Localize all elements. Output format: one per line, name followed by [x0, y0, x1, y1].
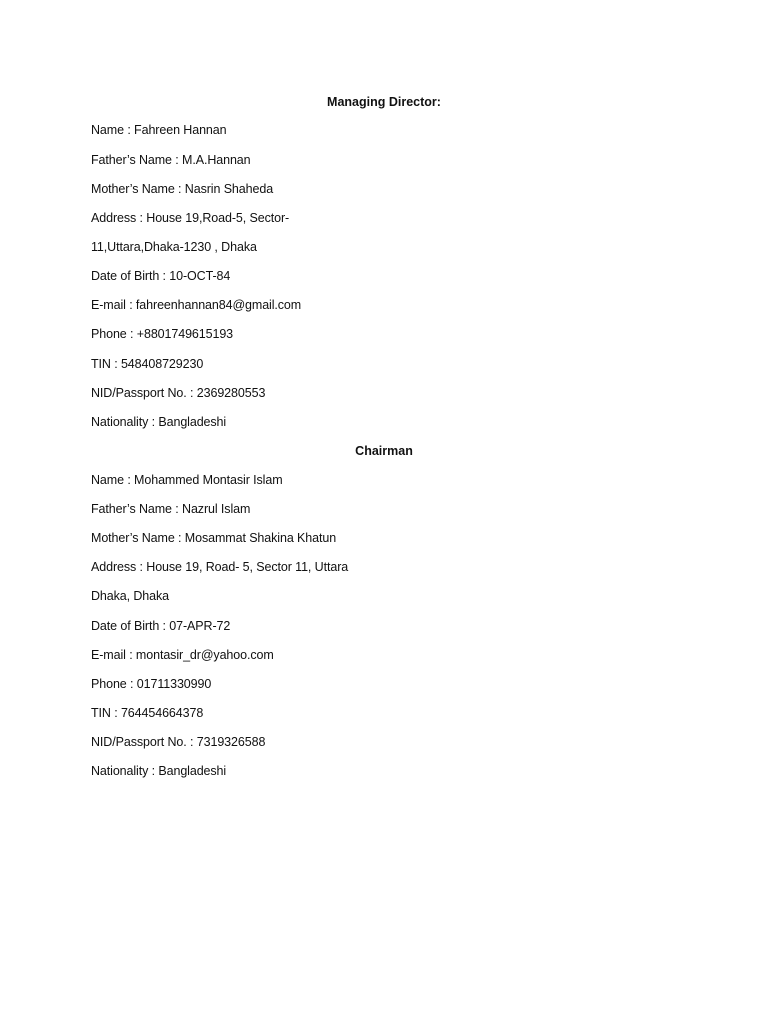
md-phone: Phone : +8801749615193 — [91, 327, 234, 341]
md-date-of-birth: Date of Birth : 10-OCT-84 — [91, 269, 231, 283]
chairman-tin: TIN : 764454664378 — [91, 706, 204, 720]
md-address-line-1: Address : House 19,Road-5, Sector- — [91, 211, 290, 225]
chairman-heading: Chairman — [355, 444, 413, 458]
md-name: Name : Fahreen Hannan — [91, 123, 227, 137]
md-nid-passport: NID/Passport No. : 2369280553 — [91, 386, 266, 400]
managing-director-heading: Managing Director: — [327, 95, 441, 109]
chairman-date-of-birth: Date of Birth : 07-APR-72 — [91, 619, 231, 633]
md-email: E-mail : fahreenhannan84@gmail.com — [91, 298, 302, 312]
chairman-mother-name: Mother’s Name : Mosammat Shakina Khatun — [91, 531, 337, 545]
chairman-name: Name : Mohammed Montasir Islam — [91, 473, 283, 487]
chairman-nationality: Nationality : Bangladeshi — [91, 764, 227, 778]
chairman-address-line-2: Dhaka, Dhaka — [91, 589, 170, 603]
md-mother-name: Mother’s Name : Nasrin Shaheda — [91, 182, 274, 196]
md-nationality: Nationality : Bangladeshi — [91, 415, 227, 429]
md-tin: TIN : 548408729230 — [91, 357, 204, 371]
chairman-phone: Phone : 01711330990 — [91, 677, 212, 691]
md-address-line-2: 11,Uttara,Dhaka-1230 , Dhaka — [91, 240, 257, 254]
chairman-email: E-mail : montasir_dr@yahoo.com — [91, 648, 274, 662]
chairman-father-name: Father’s Name : Nazrul Islam — [91, 502, 251, 516]
md-father-name: Father’s Name : M.A.Hannan — [91, 153, 251, 167]
chairman-address-line-1: Address : House 19, Road- 5, Sector 11, Uttara — [91, 560, 349, 574]
chairman-nid-passport: NID/Passport No. : 7319326588 — [91, 735, 266, 749]
